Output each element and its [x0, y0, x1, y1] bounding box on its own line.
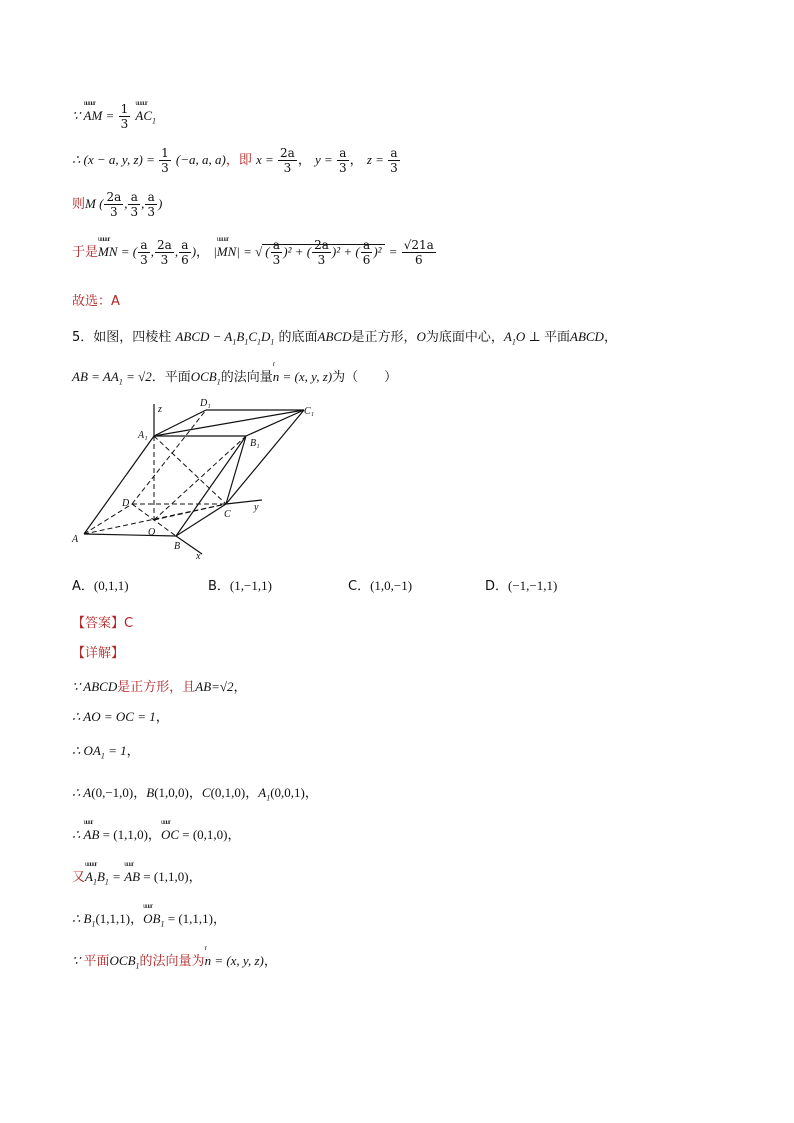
label-O: O — [148, 527, 156, 538]
label-A: A — [72, 534, 79, 545]
label-x: x — [196, 551, 201, 562]
label-C: C — [224, 509, 231, 520]
option-d: D．(−1,−1,1) — [485, 578, 558, 594]
label-B: B — [174, 541, 181, 552]
seg-OC — [154, 504, 226, 520]
step-5: ∴ AB uuur = (1,1,0)，OC uuur = (0,1,0)， — [72, 818, 241, 843]
solution-line-1: ∵ AM uuuur = $\frac{1}{3}$ $AC_1$ uuuur — [72, 99, 156, 131]
label-C1: C₁ — [304, 406, 315, 417]
answer-line: 【答案】C — [72, 616, 134, 631]
option-a: A．(0,1,1) — [72, 578, 129, 594]
step-7: ∴ $B_1(1,1,1)$，$OB_1$ uuur = (1,1,1)， — [72, 902, 227, 929]
label-A1: A₁ — [138, 430, 148, 441]
step-3: ∴ $OA_1 = 1$， — [72, 743, 140, 761]
detail-heading: 【详解】 — [72, 646, 125, 661]
step-4: ∴ A(0,−1,0)，B(1,0,0)，C(0,1,0)，$A_1(0,0,1)$， — [72, 785, 318, 803]
step-8: ∵ 平面$OCB_1$的法向量为n r = (x, y, z)， — [72, 944, 277, 971]
step-1: ∵ ABCD是正方形，且AB=√2， — [72, 679, 247, 695]
step-6: 又$A_1B_1$ uuuur = AB uuur = (1,1,0)， — [72, 860, 202, 887]
prism-figure — [66, 396, 326, 564]
diag-A1C1 — [154, 410, 304, 436]
label-D: D — [122, 498, 130, 509]
solution-line-4: 于是MN uuuur = ( $\frac{a}{3}$ , $\frac{2a}{3}$ , $\frac{a}{6}$ )， |MN uuuur | = √ ( $\frac{a}{3}$ )² + ( $\frac{2a}{3}$ )² + ( $\frac{a}{6}$ )² = $\frac{√21a}{6}$ — [72, 235, 434, 267]
question-5-line-1: 5．如图，四棱柱 ABCD − $A_1B_1C_1D_1$ 的底面ABCD是正方形，O为底面中心，$A_1O$ ⊥ 平面ABCD， — [72, 329, 617, 347]
choose-answer-line: 故选：A — [72, 294, 120, 309]
edge-C1B1 — [246, 410, 304, 436]
label-z: z — [158, 404, 162, 415]
edge-C1C — [226, 410, 304, 504]
solution-line-3: 则M ( $\frac{2a}{3}$ , $\frac{a}{3}$ , $\frac{a}{3}$ ) — [72, 190, 163, 219]
label-B1: B₁ — [250, 438, 260, 449]
seg-A1C — [154, 436, 226, 504]
edge-DD1 — [132, 410, 206, 504]
question-5-line-2: AB = $AA_1 = √2$．平面$OCB_1$的法向量n r = (x, y, z)为（ ） — [72, 360, 398, 387]
edge-BC — [176, 504, 226, 536]
option-c: C．(1,0,−1) — [348, 578, 413, 594]
edge-B1B — [176, 436, 246, 536]
label-y: y — [254, 502, 259, 513]
step-2: ∴ AO = OC = 1， — [72, 709, 169, 725]
solution-line-2: ∴ (x − a, y, z) = $\frac{1}{3}$ (−a, a, a)，即 x = $\frac{2a}{3}$ ， y = $\frac{a}{3}$ ， z = $\frac{a}{3}$ — [72, 146, 398, 175]
label-D1: D₁ — [200, 398, 211, 409]
option-b: B．(1,−1,1) — [208, 578, 272, 594]
edge-AB — [84, 534, 176, 536]
edge-CB1 — [226, 436, 246, 504]
edge-A1A — [84, 436, 154, 534]
